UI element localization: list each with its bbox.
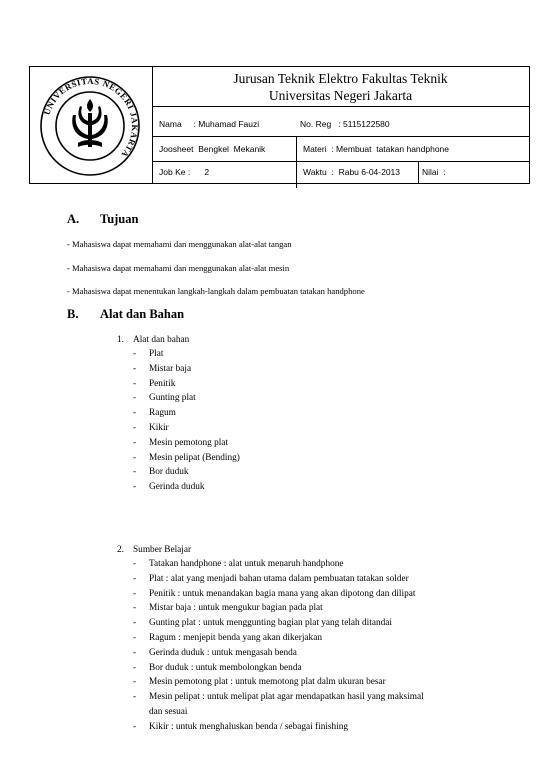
section-b-letter: B. — [67, 307, 79, 321]
bullet-dash: - — [133, 467, 137, 478]
divider — [418, 161, 419, 183]
bullet-dash: - — [133, 588, 137, 599]
header-table — [29, 66, 530, 184]
list-sumber — [133, 557, 513, 735]
list-item — [133, 601, 513, 616]
bullet-dash: - — [133, 349, 137, 359]
tujuan-item: - Mahasiswa dapat menentukan langkah-langkah dalam pembuatan tatakan handphone — [67, 286, 365, 296]
materi-field: Materi : Membuat tatakan handphone — [303, 143, 450, 154]
bullet-dash: - — [133, 677, 137, 688]
list-item-text: Mesin pemotong plat — [149, 437, 229, 448]
list-item-text: Mesin pelipat (Bending) — [149, 452, 240, 463]
nama-field: Nama : Muhamad Fauzi — [159, 119, 260, 129]
list-item-text: Gunting plat : untuk menggunting bagian plat yang telah ditandai — [149, 618, 392, 629]
bullet-dash: - — [133, 692, 137, 703]
list-item-text: dan sesuai — [149, 706, 188, 717]
list-item-text: Penitik — [149, 378, 176, 389]
bullet-dash: - — [133, 573, 137, 584]
list-item — [133, 720, 513, 735]
divider — [296, 136, 297, 188]
list-item — [133, 705, 513, 720]
bullet-dash: - — [133, 363, 137, 374]
list-item-text: Mistar baja — [149, 363, 192, 374]
jobsheet-field: Joosheet Bengkel Mekanik — [159, 143, 266, 154]
list-title: Sumber Belajar — [133, 545, 192, 555]
tujuan-item: - Mahasiswa dapat memahami dan menggunakan alat-alat tangan — [67, 239, 292, 249]
list-item-text: Plat — [149, 349, 164, 359]
section-a-letter: A. — [67, 212, 80, 226]
list-item — [133, 451, 493, 466]
list-item — [133, 646, 513, 661]
bullet-dash: - — [133, 437, 137, 448]
list-item-text: Tatakan handphone : alat untuk menaruh handphone — [149, 559, 344, 569]
job-ke-field: Job Ke : 2 — [159, 167, 210, 177]
list-item — [133, 631, 513, 646]
bullet-dash: - — [133, 618, 137, 629]
bullet-dash: - — [133, 393, 137, 404]
no-reg-field: No. Reg : 5115122580 — [300, 119, 390, 129]
list-item — [133, 377, 493, 392]
header-title-line2: Universitas Negeri Jakarta — [268, 88, 413, 103]
list-item — [133, 616, 513, 631]
list-item-text: Plat : alat yang menjadi bahan utama dalam pembuatan tatakan solder — [149, 573, 409, 584]
list-number: 2. — [117, 545, 124, 555]
list-alat — [133, 347, 493, 495]
section-b-title: Alat dan Bahan — [100, 307, 185, 321]
list-item — [133, 480, 493, 495]
list-item-text: Mesin pelipat : untuk melipat plat agar mendapatkan hasil yang maksimal — [149, 692, 424, 703]
list-item-text: Bor duduk : untuk membolongkan benda — [149, 662, 302, 673]
list-item — [133, 347, 493, 362]
list-item-text: Ragum — [149, 408, 176, 419]
list-item-text: Penitik : untuk menandakan bagia mana yang akan dipotong dan dilipat — [149, 588, 416, 599]
header-row-job — [152, 161, 529, 183]
list-item-text: Bor duduk — [149, 467, 189, 478]
bullet-dash: - — [133, 559, 137, 569]
bullet-dash: - — [133, 721, 137, 732]
bullet-dash: - — [133, 408, 137, 419]
list-item — [133, 690, 513, 705]
bullet-dash: - — [133, 632, 137, 643]
list-item-text: Gerinda duduk — [149, 482, 205, 493]
list-number: 1. — [117, 335, 124, 345]
bullet-dash: - — [133, 603, 137, 614]
list-item — [133, 572, 513, 587]
list-item-text: Kikir — [149, 422, 169, 433]
logo-cell — [30, 67, 153, 183]
list-item — [133, 675, 513, 690]
logo-text: UNIVERSITAS NEGERI JAKARTA — [41, 75, 141, 160]
list-item — [133, 436, 493, 451]
section-b-heading — [67, 307, 185, 322]
list-item — [133, 362, 493, 377]
list-item-text: Mistar baja : untuk mengukur bagian pada plat — [149, 603, 323, 614]
nilai-field: Nilai : — [422, 167, 446, 177]
list-item — [133, 465, 493, 480]
university-logo — [36, 73, 144, 179]
header-title — [152, 67, 529, 107]
list-item-text: Gerinda duduk : untuk mengasah benda — [149, 647, 297, 658]
list-item-text: Kikir : untuk menghaluskan benda / sebagai finishing — [149, 721, 349, 732]
tujuan-item: - Mahasiswa dapat memahami dan menggunakan alat-alat mesin — [67, 263, 290, 273]
waktu-field: Waktu : Rabu 6-04-2013 — [303, 167, 401, 177]
list-item — [133, 557, 513, 572]
list-item — [133, 661, 513, 676]
bullet-dash: - — [133, 662, 137, 673]
list-item-text: Mesin pemotong plat : untuk memotong plat dalm ukuran besar — [149, 677, 386, 688]
header-row-name — [152, 112, 529, 137]
section-a-title: Tujuan — [100, 212, 139, 226]
bullet-dash: - — [133, 647, 137, 658]
list-item — [133, 391, 493, 406]
list-item-text: Ragum : menjepit benda yang akan dikerjakan — [149, 632, 322, 643]
list-title: Alat dan bahan — [133, 335, 190, 345]
bullet-dash: - — [133, 482, 137, 493]
list-item — [133, 421, 493, 436]
bullet-dash: - — [133, 378, 137, 389]
list-item — [133, 406, 493, 421]
list-item-text: Gunting plat — [149, 393, 196, 404]
header-row-jobsheet — [152, 136, 529, 162]
section-a-heading — [67, 212, 139, 227]
header-title-line1: Jurusan Teknik Elektro Fakultas Teknik — [233, 71, 448, 86]
bullet-dash: - — [133, 422, 137, 433]
bullet-dash: - — [133, 452, 137, 463]
list-item — [133, 587, 513, 602]
